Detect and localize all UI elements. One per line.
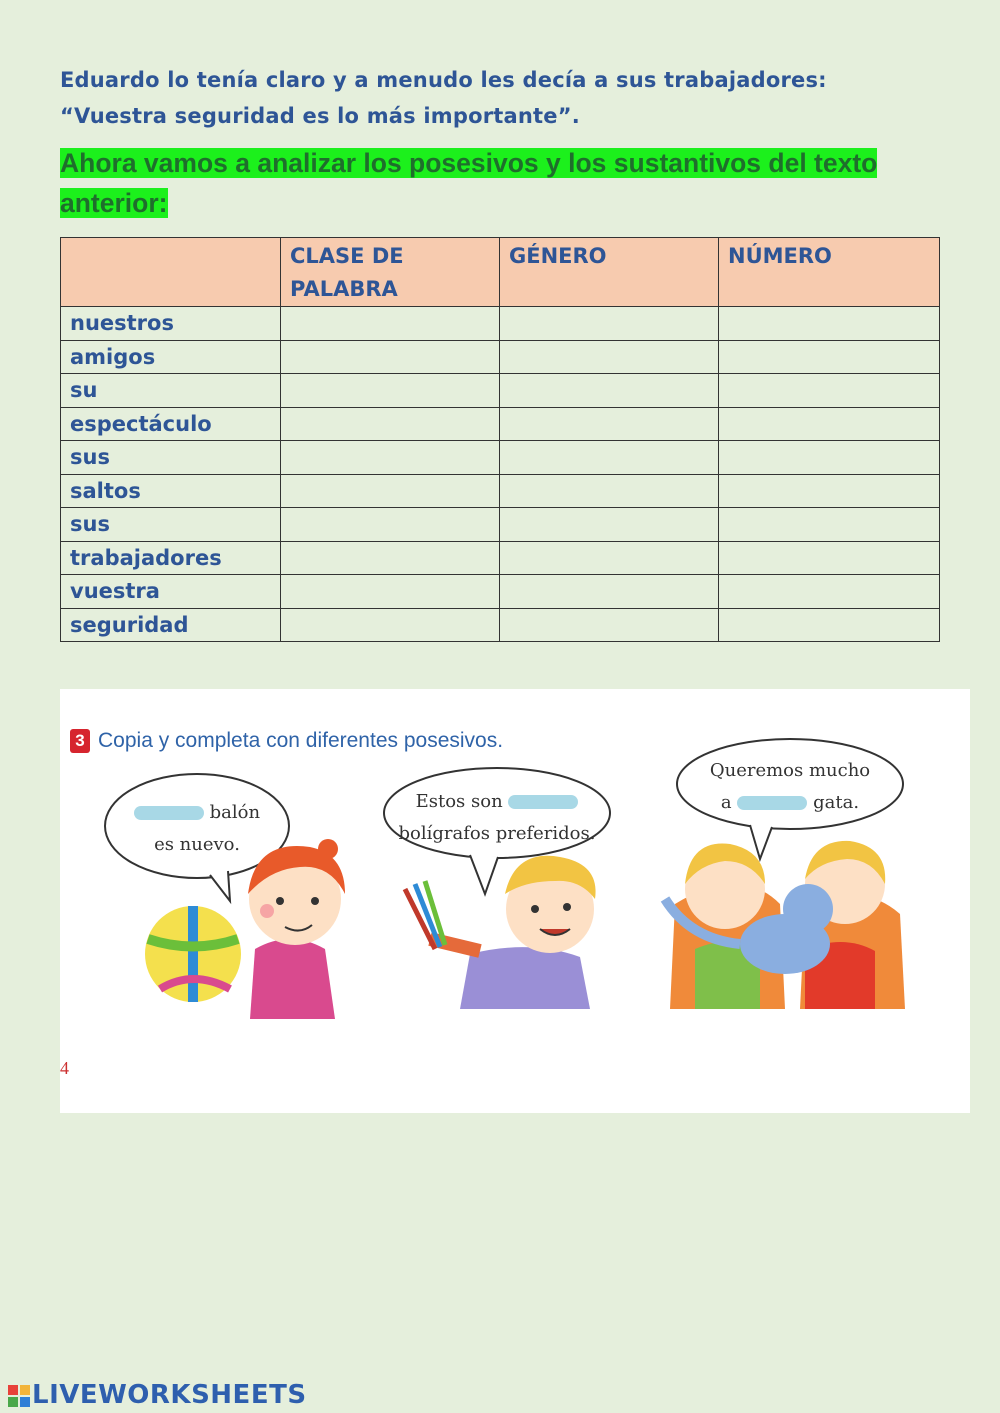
table-row [61, 340, 940, 374]
answer-cell-clase-de-palabra[interactable] [281, 441, 500, 475]
answer-blank-3[interactable] [737, 796, 807, 810]
answer-cell-clase-de-palabra[interactable] [281, 307, 500, 341]
answer-cell-clase-de-palabra[interactable] [281, 474, 500, 508]
table-row [61, 374, 940, 408]
answer-cell-numero[interactable] [719, 508, 940, 542]
row-word: amigos [61, 340, 281, 374]
answer-cell-genero[interactable] [500, 374, 719, 408]
table-body [61, 307, 940, 642]
answer-blank-1[interactable] [134, 806, 204, 820]
bubble-3-text: Queremos mucho a gata. [709, 760, 871, 813]
row-word: nuestros [61, 307, 281, 341]
table-row [61, 541, 940, 575]
answer-cell-clase-de-palabra[interactable] [281, 340, 500, 374]
row-word: sus [61, 441, 281, 475]
answer-cell-genero[interactable] [500, 340, 719, 374]
row-word: su [61, 374, 281, 408]
row-word: trabajadores [61, 541, 281, 575]
row-word: seguridad [61, 608, 281, 642]
page-number: 4 [60, 1058, 69, 1078]
bubble-2-text: Estos son bolígrafos preferidos. [398, 791, 596, 844]
analysis-table [60, 237, 940, 642]
table-row [61, 575, 940, 609]
answer-cell-numero[interactable] [719, 374, 940, 408]
row-word: espectáculo [61, 407, 281, 441]
kids-with-cat-illustration [665, 841, 905, 1009]
answer-cell-clase-de-palabra[interactable] [281, 508, 500, 542]
row-word: sus [61, 508, 281, 542]
header-clase-de-palabra: CLASE DE PALABRA [281, 238, 500, 307]
instruction-text: Ahora vamos a analizar los posesivos y los sustantivos del texto anterior: [60, 148, 878, 218]
logo-grid-icon [8, 1385, 30, 1407]
exercise-title-text: Copia y completa con diferentes posesivos. [98, 729, 504, 752]
answer-cell-genero[interactable] [500, 474, 719, 508]
answer-cell-numero[interactable] [719, 407, 940, 441]
answer-cell-genero[interactable] [500, 575, 719, 609]
answer-cell-genero[interactable] [500, 407, 719, 441]
answer-cell-clase-de-palabra[interactable] [281, 374, 500, 408]
row-word: saltos [61, 474, 281, 508]
table-row [61, 441, 940, 475]
instruction-heading [60, 143, 960, 223]
answer-cell-genero[interactable] [500, 307, 719, 341]
answer-cell-clase-de-palabra[interactable] [281, 608, 500, 642]
answer-cell-genero[interactable] [500, 441, 719, 475]
answer-cell-clase-de-palabra[interactable] [281, 541, 500, 575]
table-row [61, 608, 940, 642]
logo-text: LIVEWORKSHEETS [32, 1380, 307, 1410]
intro-paragraph: Eduardo lo tenía claro y a menudo les decía a sus trabajadores: “Vuestra seguridad es lo más importante”. [60, 68, 827, 128]
answer-cell-genero[interactable] [500, 508, 719, 542]
answer-cell-numero[interactable] [719, 474, 940, 508]
answer-cell-clase-de-palabra[interactable] [281, 575, 500, 609]
table-header-row [61, 238, 940, 307]
answer-cell-numero[interactable] [719, 441, 940, 475]
exercise-number-badge: 3 [70, 729, 90, 753]
answer-cell-genero[interactable] [500, 608, 719, 642]
table-row [61, 474, 940, 508]
table-row [61, 407, 940, 441]
bubble-1-text: balón es nuevo. [122, 797, 272, 861]
header-blank [61, 238, 281, 307]
header-genero: GÉNERO [500, 238, 719, 307]
row-word: vuestra [61, 575, 281, 609]
boy-with-pens-illustration [405, 856, 596, 1009]
answer-cell-genero[interactable] [500, 541, 719, 575]
exercise-image [60, 689, 970, 1113]
answer-cell-numero[interactable] [719, 541, 940, 575]
answer-cell-numero[interactable] [719, 307, 940, 341]
answer-cell-numero[interactable] [719, 575, 940, 609]
table-row [61, 508, 940, 542]
answer-cell-numero[interactable] [719, 340, 940, 374]
answer-cell-numero[interactable] [719, 608, 940, 642]
illustrations [60, 689, 970, 1113]
answer-cell-clase-de-palabra[interactable] [281, 407, 500, 441]
liveworksheets-logo[interactable] [8, 1380, 307, 1410]
header-numero: NÚMERO [719, 238, 940, 307]
answer-blank-2[interactable] [508, 795, 578, 809]
table-row [61, 307, 940, 341]
